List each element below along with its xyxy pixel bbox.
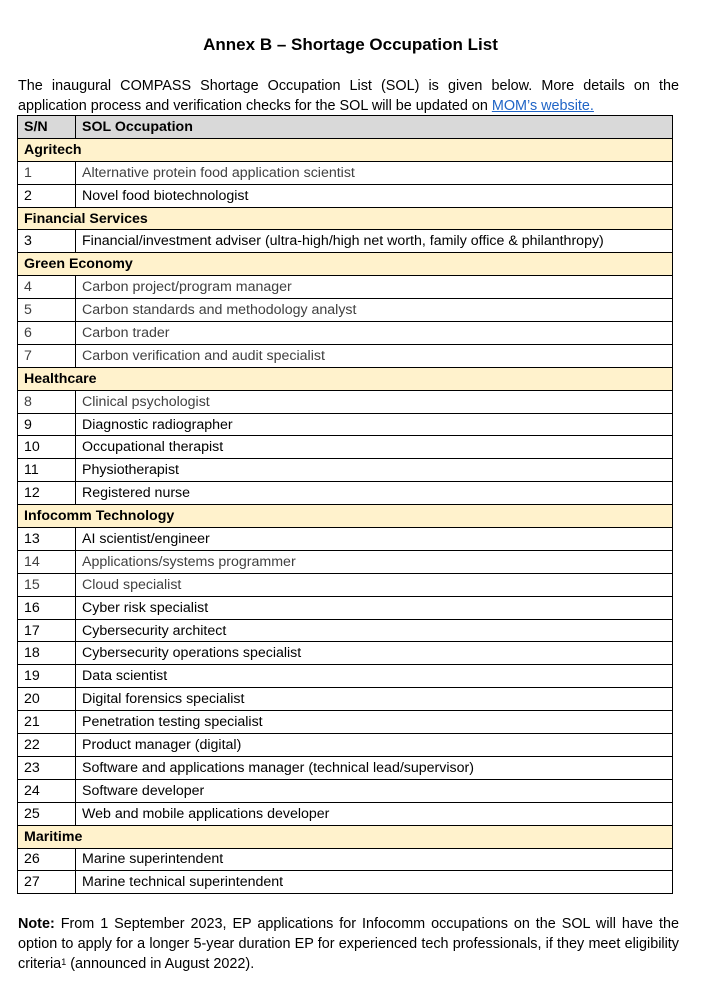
footnote-marker: 1 xyxy=(61,957,67,967)
occupation-name: Carbon verification and audit specialist xyxy=(76,344,673,367)
category-row xyxy=(18,825,673,848)
table-row xyxy=(18,596,673,619)
occupation-name: Software developer xyxy=(76,779,673,802)
table-row xyxy=(18,436,673,459)
category-label: Infocomm Technology xyxy=(18,505,673,528)
table-row xyxy=(18,299,673,322)
table-row xyxy=(18,322,673,345)
category-row xyxy=(18,207,673,230)
occupation-name: Carbon trader xyxy=(76,322,673,345)
category-row xyxy=(18,253,673,276)
serial-number: 27 xyxy=(18,871,76,894)
sol-table-body xyxy=(18,138,673,893)
table-row xyxy=(18,344,673,367)
table-row xyxy=(18,665,673,688)
table-row xyxy=(18,688,673,711)
occupation-name: Marine technical superintendent xyxy=(76,871,673,894)
serial-number: 25 xyxy=(18,802,76,825)
occupation-name: Digital forensics specialist xyxy=(76,688,673,711)
category-row xyxy=(18,367,673,390)
table-row xyxy=(18,802,673,825)
serial-number: 7 xyxy=(18,344,76,367)
table-row xyxy=(18,550,673,573)
occupation-name: Applications/systems programmer xyxy=(76,550,673,573)
occupation-name: Diagnostic radiographer xyxy=(76,413,673,436)
mom-website-link[interactable]: MOM’s website. xyxy=(491,98,594,114)
table-row xyxy=(18,161,673,184)
occupation-name: Marine superintendent xyxy=(76,848,673,871)
table-row xyxy=(18,871,673,894)
intro-paragraph xyxy=(18,76,679,116)
occupation-name: Cybersecurity operations specialist xyxy=(76,642,673,665)
serial-number: 13 xyxy=(18,528,76,551)
sol-table xyxy=(17,115,673,894)
category-label: Healthcare xyxy=(18,367,673,390)
occupation-name: Cyber risk specialist xyxy=(76,596,673,619)
serial-number: 10 xyxy=(18,436,76,459)
occupation-name: Financial/investment adviser (ultra-high/high net worth, family office & philanthropy) xyxy=(76,230,673,253)
occupation-name: Penetration testing specialist xyxy=(76,711,673,734)
occupation-name: Cybersecurity architect xyxy=(76,619,673,642)
occupation-name: Web and mobile applications developer xyxy=(76,802,673,825)
table-row xyxy=(18,413,673,436)
header-occupation: SOL Occupation xyxy=(76,116,673,139)
table-row xyxy=(18,734,673,757)
occupation-name: Clinical psychologist xyxy=(76,390,673,413)
occupation-name: Alternative protein food application scientist xyxy=(76,161,673,184)
occupation-name: Carbon project/program manager xyxy=(76,276,673,299)
header-sn: S/N xyxy=(18,116,76,139)
occupation-name: Software and applications manager (technical lead/supervisor) xyxy=(76,756,673,779)
serial-number: 24 xyxy=(18,779,76,802)
table-row xyxy=(18,528,673,551)
table-row xyxy=(18,619,673,642)
occupation-name: Novel food biotechnologist xyxy=(76,184,673,207)
note-paragraph xyxy=(18,914,679,974)
table-row xyxy=(18,848,673,871)
serial-number: 19 xyxy=(18,665,76,688)
serial-number: 8 xyxy=(18,390,76,413)
serial-number: 2 xyxy=(18,184,76,207)
table-row xyxy=(18,482,673,505)
occupation-name: Product manager (digital) xyxy=(76,734,673,757)
occupation-name: Registered nurse xyxy=(76,482,673,505)
serial-number: 1 xyxy=(18,161,76,184)
table-row xyxy=(18,642,673,665)
serial-number: 15 xyxy=(18,573,76,596)
intro-text: The inaugural COMPASS Shortage Occupation List (SOL) is given below. More details on the application process and verification checks for the SOL will be updated on xyxy=(18,78,679,114)
page-title: Annex B – Shortage Occupation List xyxy=(203,35,498,54)
category-label: Financial Services xyxy=(18,207,673,230)
serial-number: 23 xyxy=(18,756,76,779)
occupation-name: Physiotherapist xyxy=(76,459,673,482)
category-label: Maritime xyxy=(18,825,673,848)
serial-number: 26 xyxy=(18,848,76,871)
category-row xyxy=(18,138,673,161)
table-row xyxy=(18,573,673,596)
serial-number: 11 xyxy=(18,459,76,482)
occupation-name: Cloud specialist xyxy=(76,573,673,596)
table-row xyxy=(18,756,673,779)
occupation-name: AI scientist/engineer xyxy=(76,528,673,551)
serial-number: 20 xyxy=(18,688,76,711)
serial-number: 18 xyxy=(18,642,76,665)
table-row xyxy=(18,276,673,299)
category-label: Green Economy xyxy=(18,253,673,276)
table-row xyxy=(18,711,673,734)
serial-number: 5 xyxy=(18,299,76,322)
table-row xyxy=(18,390,673,413)
serial-number: 3 xyxy=(18,230,76,253)
note-tail: (announced in August 2022). xyxy=(66,956,255,972)
serial-number: 21 xyxy=(18,711,76,734)
note-text: From 1 September 2023, EP applications for Infocomm occupations on the SOL will have the option to apply for a longer 5-year duration EP for experienced tech professionals, if they meet eligibility criteria xyxy=(18,916,679,972)
serial-number: 4 xyxy=(18,276,76,299)
serial-number: 16 xyxy=(18,596,76,619)
table-row xyxy=(18,184,673,207)
note-label: Note: xyxy=(18,916,55,932)
serial-number: 12 xyxy=(18,482,76,505)
table-header-row xyxy=(18,116,673,139)
serial-number: 17 xyxy=(18,619,76,642)
occupation-name: Occupational therapist xyxy=(76,436,673,459)
table-row xyxy=(18,779,673,802)
table-row xyxy=(18,230,673,253)
serial-number: 6 xyxy=(18,322,76,345)
serial-number: 22 xyxy=(18,734,76,757)
table-row xyxy=(18,459,673,482)
serial-number: 9 xyxy=(18,413,76,436)
occupation-name: Data scientist xyxy=(76,665,673,688)
category-label: Agritech xyxy=(18,138,673,161)
category-row xyxy=(18,505,673,528)
serial-number: 14 xyxy=(18,550,76,573)
occupation-name: Carbon standards and methodology analyst xyxy=(76,299,673,322)
